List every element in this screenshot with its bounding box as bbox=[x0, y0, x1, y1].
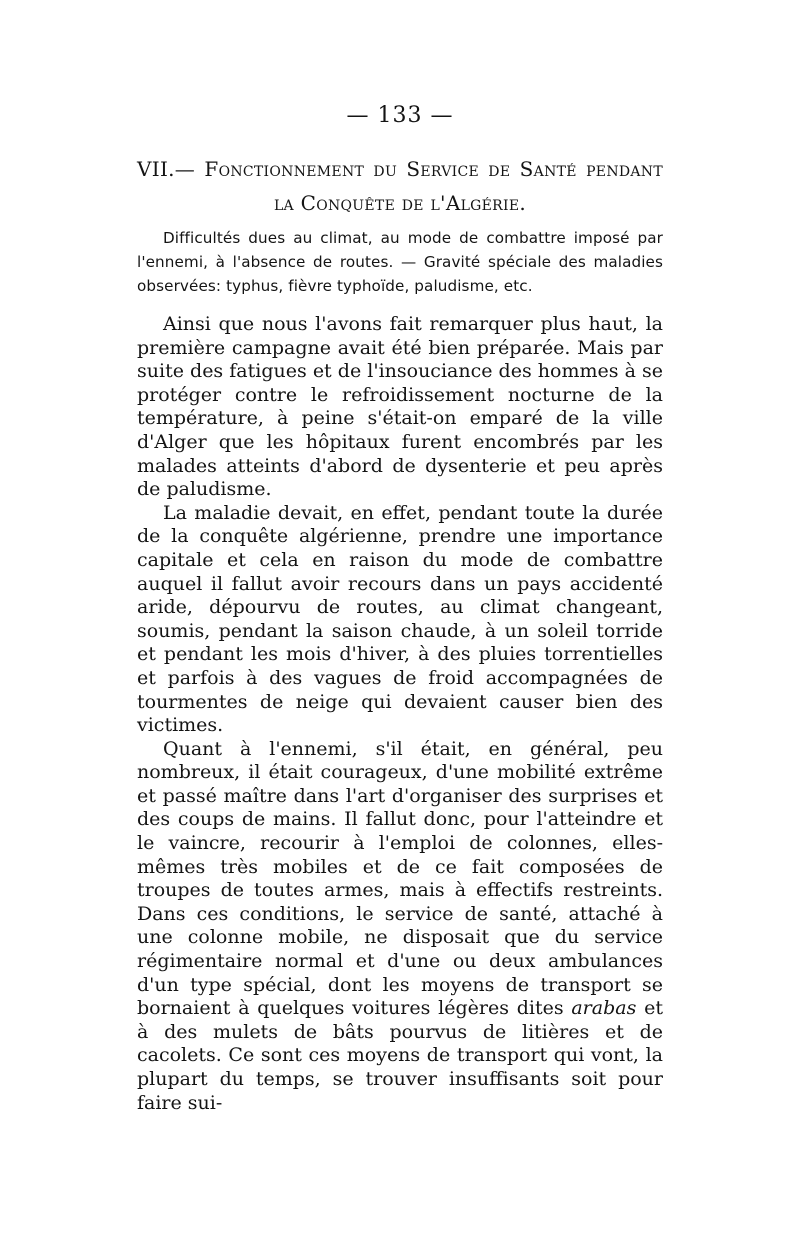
chapter-title bbox=[137, 152, 663, 220]
body-text bbox=[137, 313, 663, 1115]
paragraph-2: La maladie devait, en effet, pendant toute la durée de la conquête algérienne, prendre une importance capitale et cela en raison du mode de combattre auquel il fallut avoir recours dans un pays accidenté aride, dépourvu de routes, au climat changeant, soumis, pendant la saison chaude, à un soleil torride et pendant les mois d'hiver, à des pluies torrentielles et parfois à des vagues de froid accompagnées de tourmentes de neige qui devaient causer bien des victimes. bbox=[137, 501, 663, 737]
paragraph-3-part-2: et à des mulets de bâts pourvus de litières et de cacolets. Ce sont ces moyens de transport qui vont, la plupart du temps, se trouver insuffisants soit pour faire sui- bbox=[137, 997, 663, 1114]
paragraph-3 bbox=[137, 738, 663, 1116]
chapter-title-line-1: VII.— Fonctionnement du Service de Santé pendant bbox=[137, 157, 663, 181]
italic-term-arabas: arabas bbox=[571, 997, 637, 1020]
chapter-summary: Difficultés dues au climat, au mode de combattre imposé par l'ennemi, à l'absence de routes. — Gravité spéciale des maladies observées: typhus, fièvre typhoïde, paludisme, etc. bbox=[137, 229, 663, 295]
paragraph-1: Ainsi que nous l'avons fait remarquer plus haut, la première campagne avait été bien préparée. Mais par suite des fatigues et de l'insouciance des hommes à se protéger contre le refroidissement nocturne de la température, à peine s'était-on emparé de la ville d'Alger que les hôpitaux furent encombrés par les malades atteints d'abord de dysenterie et peu après de paludisme. bbox=[137, 313, 663, 501]
paragraph-3-part-1: Quant à l'ennemi, s'il était, en général, peu nombreux, il était courageux, d'une mobilité extrême et passé maître dans l'art d'organiser des surprises et des coups de mains. Il fallut donc, pour l'atteindre et le vaincre, recourir à l'emploi de colonnes, elles-mêmes très mobiles et de ce fait composées de troupes de toutes armes, mais à effectifs restreints. Dans ces conditions, le service de santé, attaché à une colonne mobile, ne disposait que du service régimentaire normal et d'une ou deux ambulances d'un type spécial, dont les moyens de transport se bornaient à quelques voitures légères dites bbox=[137, 737, 663, 1020]
page-number: — 133 — bbox=[346, 103, 454, 128]
chapter-title-line-2: la Conquête de l'Algérie. bbox=[273, 191, 527, 215]
